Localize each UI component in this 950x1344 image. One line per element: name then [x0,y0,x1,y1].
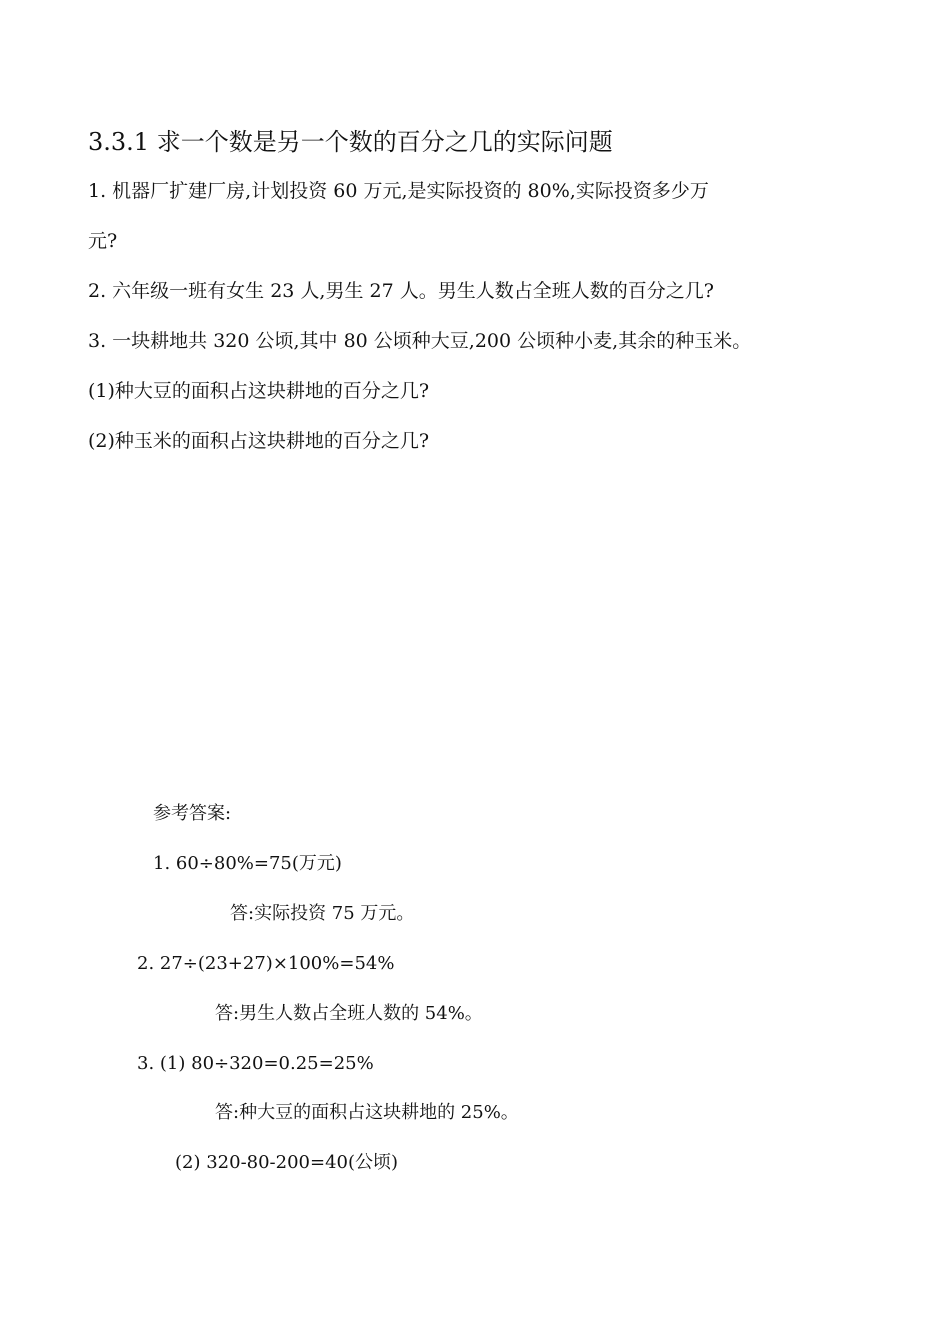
answer-3-2-calculation: (2) 320-80-200=40(公顷) [175,1152,399,1173]
question-3-part-1: (1)种大豆的面积占这块耕地的百分之几? [88,380,430,402]
answer-2-statement: 答:男生人数占全班人数的 54%。 [215,1003,483,1024]
answer-3-1-calculation: 3. (1) 80÷320=0.25=25% [137,1053,374,1074]
question-3: 3. 一块耕地共 320 公顷,其中 80 公顷种大豆,200 公顷种小麦,其余的种玉米。 [88,330,752,352]
answer-1-calculation: 1. 60÷80%=75(万元) [153,853,342,874]
question-3-part-2: (2)种玉米的面积占这块耕地的百分之几? [88,430,430,452]
answers-heading: 参考答案: [153,803,232,824]
question-1-line-1: 1. 机器厂扩建厂房,计划投资 60 万元,是实际投资的 80%,实际投资多少万 [88,180,709,202]
question-2: 2. 六年级一班有女生 23 人,男生 27 人。男生人数占全班人数的百分之几? [88,280,714,302]
answer-3-1-statement: 答:种大豆的面积占这块耕地的 25%。 [215,1102,519,1123]
answer-1-statement: 答:实际投资 75 万元。 [230,903,415,924]
question-1-line-2: 元? [88,230,118,252]
answer-2-calculation: 2. 27÷(23+27)×100%=54% [137,953,395,974]
page-title: 3.3.1 求一个数是另一个数的百分之几的实际问题 [88,128,613,156]
